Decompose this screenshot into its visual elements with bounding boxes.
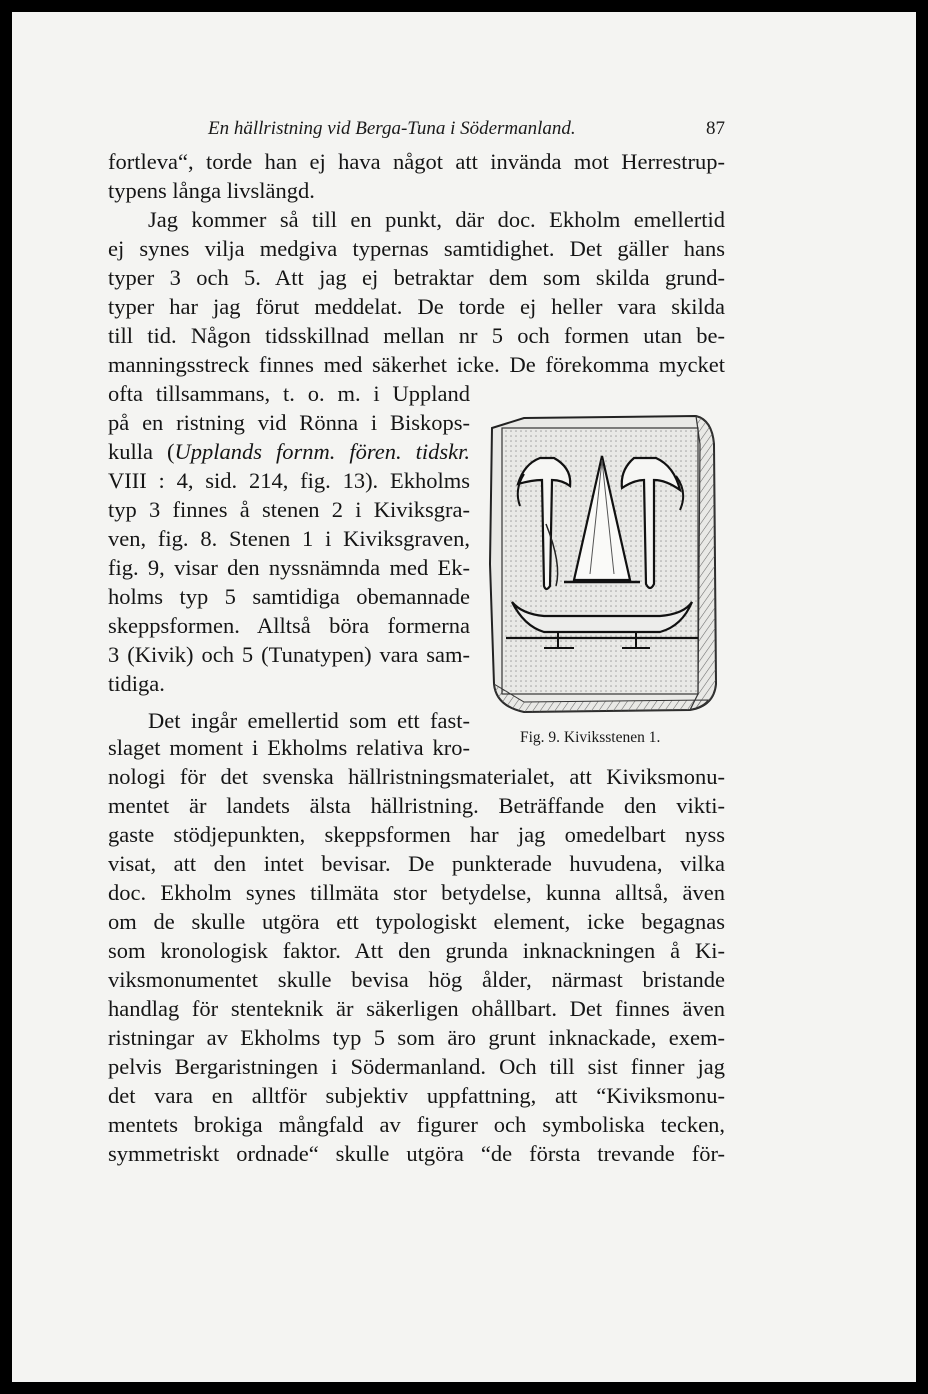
text-line: till tid. Någon tidsskillnad mellan nr 5 och formen utan be- <box>108 323 725 348</box>
journal-title: Upplands fornm. fören. tidskr. <box>174 439 471 464</box>
text-line: viksmonumentet skulle bevisa hög ålder, närmast bristande <box>108 967 725 992</box>
text-line: fortleva“, torde han ej hava något att invända mot Herrestrup- <box>108 149 725 174</box>
text-line: typer har jag förut meddelat. De torde ej heller vara skilda <box>108 294 725 319</box>
text-line: som kronologisk faktor. Att den grunda inknackningen å Ki- <box>108 938 725 963</box>
text-line: ej synes vilja medgiva typernas samtidighet. Det gäller hans <box>108 236 725 261</box>
text-line: symmetriskt ordnade“ skulle utgöra “de första trevande för- <box>108 1141 725 1166</box>
kivik-stone-engraving <box>484 414 720 716</box>
text-line: holms typ 5 samtidiga obemannade <box>108 584 470 609</box>
text-line: Det ingår emellertid som ett fast- <box>148 708 470 733</box>
text-line: typer 3 och 5. Att jag ej betraktar dem som skilda grund- <box>108 265 725 290</box>
text-line: skeppsformen. Alltså böra formerna <box>108 613 470 638</box>
text-line: slaget moment i Ekholms relativa kro- <box>108 735 470 760</box>
text-line: nologi för det svenska hällristningsmaterialet, att Kiviksmonu- <box>108 764 725 789</box>
text-line: manningsstreck finnes med säkerhet icke. De förekomma mycket <box>108 352 725 377</box>
text-line: VIII : 4, sid. 214, fig. 13). Ekholms <box>108 468 470 493</box>
text-line: 3 (Kivik) och 5 (Tunatypen) vara sam- <box>108 642 470 667</box>
text-line: handlag för stenteknik är säkerligen ohållbart. Det finnes även <box>108 996 725 1021</box>
text-line: ristningar av Ekholms typ 5 som äro grunt inknackade, exem- <box>108 1025 725 1050</box>
running-title: En hällristning vid Berga-Tuna i Södermanland. <box>208 118 576 139</box>
text-line: det vara en alltför subjektiv uppfattning, att “Kiviksmonu- <box>108 1083 725 1108</box>
text-line: ofta tillsammans, t. o. m. i Uppland <box>108 381 470 406</box>
text-line: fig. 9, visar den nyssnämnda med Ek- <box>108 555 470 580</box>
kivik-stone-figure <box>484 414 720 716</box>
text-line: ven, fig. 8. Stenen 1 i Kiviksgraven, <box>108 526 470 551</box>
figure-caption: Fig. 9. Kiviksstenen 1. <box>520 729 661 746</box>
text-line: pelvis Bergaristningen i Södermanland. Och till sist finner jag <box>108 1054 725 1079</box>
text-line: typ 3 finnes å stenen 2 i Kiviksgra- <box>108 497 470 522</box>
text-line: mentets brokiga mångfald av figurer och symboliska tecken, <box>108 1112 725 1137</box>
text-line: kulla (Upplands fornm. fören. tidskr. <box>108 439 471 464</box>
text-line: tidiga. <box>108 671 165 696</box>
text-line: på en ristning vid Rönna i Biskops- <box>108 410 470 435</box>
text-line: Jag kommer så till en punkt, där doc. Ekholm emellertid <box>148 207 725 232</box>
page-number: 87 <box>706 118 725 139</box>
text-line: om de skulle utgöra ett typologiskt element, icke begagnas <box>108 909 725 934</box>
text-line: typens långa livslängd. <box>108 178 315 203</box>
text-line: mentet är landets älsta hällristning. Beträffande den vikti- <box>108 793 725 818</box>
text-line: doc. Ekholm synes tillmäta stor betydelse, kunna alltså, även <box>108 880 725 905</box>
text-line: gaste stödjepunkten, skeppsformen har jag omedelbart nyss <box>108 822 725 847</box>
text-line: visat, att den intet bevisar. De punkterade huvudena, vilka <box>108 851 725 876</box>
